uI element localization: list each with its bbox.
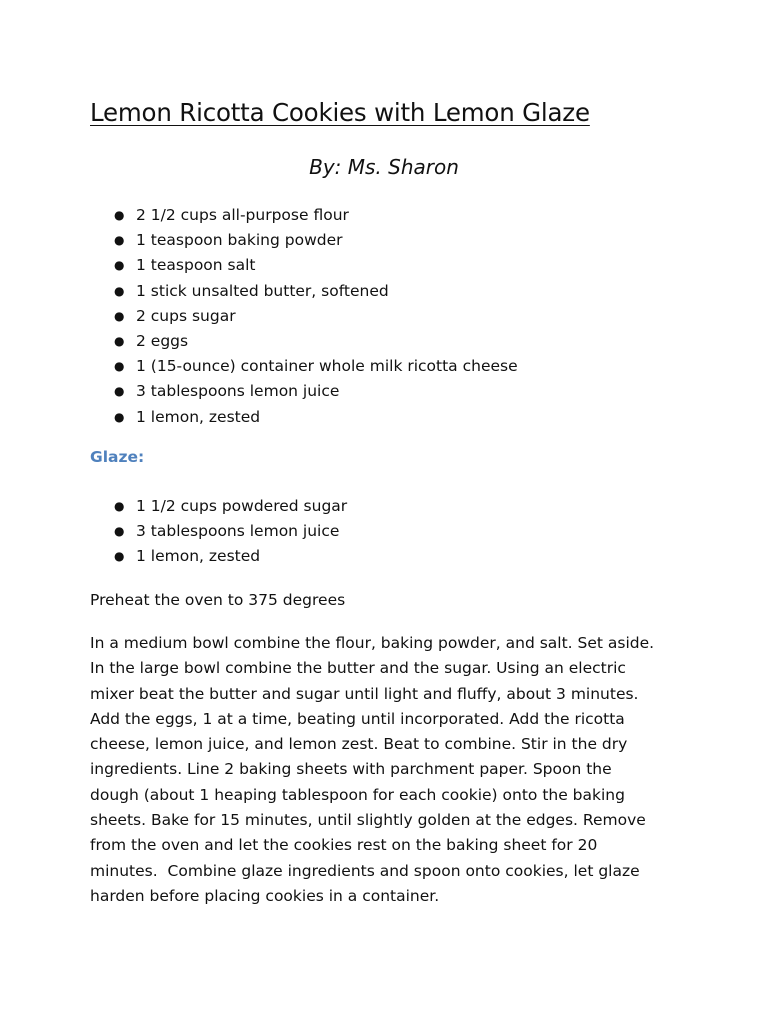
method-line: mixer beat the butter and sugar until light and fluffy, about 3 minutes. xyxy=(90,684,639,703)
preheat-instruction: Preheat the oven to 375 degrees xyxy=(90,591,346,609)
ingredient-text: 2 cups sugar xyxy=(136,306,236,325)
list-item xyxy=(90,304,518,329)
bullet-icon: ● xyxy=(114,384,125,399)
method-line: In the large bowl combine the butter and the sugar. Using an electric xyxy=(90,659,626,678)
glaze-list xyxy=(90,494,347,570)
bullet-icon: ● xyxy=(114,499,125,513)
list-item xyxy=(90,405,518,430)
method-line: from the oven and let the cookies rest on the baking sheet for 20 xyxy=(90,836,598,855)
bullet-icon: ● xyxy=(114,359,125,374)
method-paragraph xyxy=(90,631,654,909)
ingredients-list xyxy=(90,203,518,430)
method-line: dough (about 1 heaping tablespoon for each cookie) onto the baking xyxy=(90,785,625,804)
list-item xyxy=(90,354,518,379)
ingredient-text: 1 teaspoon baking powder xyxy=(136,231,343,250)
list-item xyxy=(90,544,347,569)
list-item xyxy=(90,329,518,354)
list-item xyxy=(90,228,518,253)
bullet-icon: ● xyxy=(114,333,125,348)
bullet-icon: ● xyxy=(114,258,125,273)
glaze-heading: Glaze: xyxy=(90,448,145,466)
author-byline: By: Ms. Sharon xyxy=(309,155,459,179)
method-line: minutes. Combine glaze ingredients and spoon onto cookies, let glaze xyxy=(90,861,640,880)
glaze-text: 1 lemon, zested xyxy=(136,547,261,566)
ingredient-text: 1 (15-ounce) container whole milk ricotta cheese xyxy=(136,357,518,376)
bullet-icon: ● xyxy=(114,524,125,539)
ingredient-text: 2 eggs xyxy=(136,331,189,350)
list-item xyxy=(90,379,518,404)
bullet-icon: ● xyxy=(114,283,125,298)
glaze-text: 1 1/2 cups powdered sugar xyxy=(136,497,348,515)
list-item xyxy=(90,519,347,544)
bullet-icon: ● xyxy=(114,308,125,323)
glaze-text: 3 tablespoons lemon juice xyxy=(136,522,340,541)
bullet-icon: ● xyxy=(114,233,125,248)
ingredient-text: 3 tablespoons lemon juice xyxy=(136,382,340,401)
bullet-icon: ● xyxy=(114,208,125,222)
method-line: Add the eggs, 1 at a time, beating until incorporated. Add the ricotta xyxy=(90,709,625,728)
bullet-icon: ● xyxy=(114,549,125,564)
list-item xyxy=(90,279,518,304)
method-line: sheets. Bake for 15 minutes, until slightly golden at the edges. Remove xyxy=(90,811,646,830)
recipe-title: Lemon Ricotta Cookies with Lemon Glaze xyxy=(90,98,590,127)
ingredient-text: 2 1/2 cups all-purpose flour xyxy=(136,206,349,224)
method-line: harden before placing cookies in a container. xyxy=(90,886,440,905)
bullet-icon: ● xyxy=(114,409,125,424)
list-item xyxy=(90,494,347,519)
ingredient-text: 1 stick unsalted butter, softened xyxy=(136,281,389,300)
method-line: ingredients. Line 2 baking sheets with parchment paper. Spoon the xyxy=(90,760,612,779)
list-item xyxy=(90,203,518,228)
ingredient-text: 1 teaspoon salt xyxy=(136,256,256,275)
list-item xyxy=(90,253,518,278)
method-line: In a medium bowl combine the flour, baking powder, and salt. Set aside. xyxy=(90,634,655,652)
ingredient-text: 1 lemon, zested xyxy=(136,407,261,426)
method-line: cheese, lemon juice, and lemon zest. Beat to combine. Stir in the dry xyxy=(90,735,628,754)
